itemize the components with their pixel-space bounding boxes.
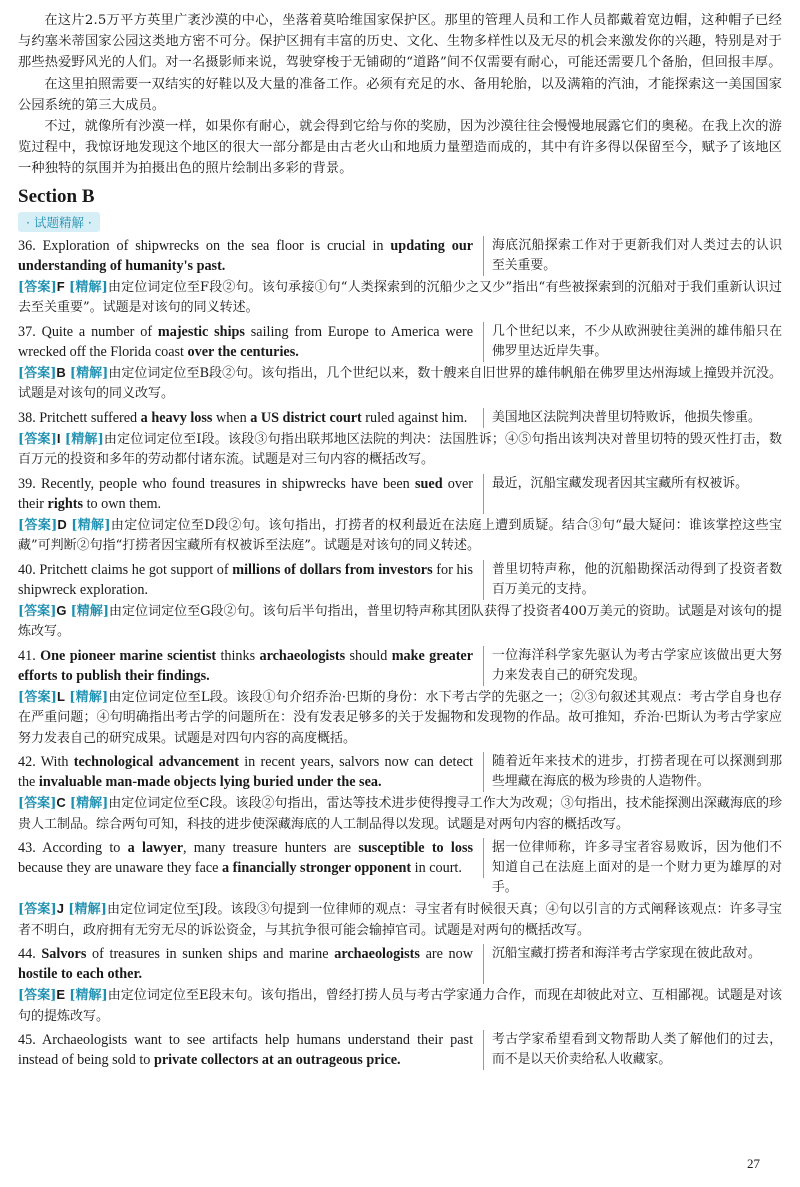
analysis-text: 由定位词定位至F段②句。该句承接①句“人类探索到的沉船少之又少”指出“有些被探索到的沉船对于我们重新认识过去至关重要”。试题是对该句的同义转述。 [18, 279, 782, 316]
question-number: 40. [18, 561, 36, 578]
question-number: 42. [18, 754, 36, 771]
analysis-tag: [精解] [69, 365, 109, 381]
section-badge: · 试题精解 · [18, 212, 100, 232]
question-english: Pritchett suffered a heavy loss when a US district court ruled against him. [39, 409, 468, 426]
answer-letter: D [57, 516, 67, 532]
question-english: One pioneer marine scientist thinks archaeologists should make greater efforts to publish their findings. [18, 647, 474, 684]
question-row [18, 1030, 782, 1070]
question-row [18, 560, 782, 600]
analysis-text: 由定位词定位至L段。该段①句介绍乔治·巴斯的身份：水下考古学的先驱之一；②③句叙述其观点：考古学自身也存在严重问题；④句明确指出考古学的问题所在：没有发表足够多的关于发掘物和发现物的作品。故可推知，乔治·巴斯认为考古学家应努力发表自己的研究成果。试题是对四句内容的高度概括。 [18, 689, 782, 746]
question-number: 39. [18, 475, 36, 492]
intro-paragraph: 在这里拍照需要一双结实的好鞋以及大量的准备工作。必须有充足的水、备用轮胎，以及满箱的汽油，才能探索这一美国国家公园系统的第三大成员。 [18, 76, 782, 113]
answer-tag: [答案] [18, 431, 57, 447]
question-english: Quite a number of majestic ships sailing from Europe to America were wrecked off the Florida coast over the centuries. [18, 323, 473, 360]
answer-letter: F [56, 278, 65, 294]
analysis-text: 由定位词定位至J段。该段③句提到一位律师的观点：寻宝者有时候很天真；④句以引言的方式阐释该观点：许多寻宝者不明白，政府拥有无穷无尽的诉讼资金，与其抗争很可能会输掉官司。试题是对两句的概括改写。 [18, 902, 782, 938]
question-english: Salvors of treasures in sunken ships and marine archaeologists are now hostile to each other. [18, 946, 473, 983]
question-item [18, 474, 782, 557]
question-english: Pritchett claims he got support of millions of dollars from investors for his shipwreck exploration. [18, 561, 474, 598]
analysis-tag: [精解] [69, 796, 109, 812]
question-row [18, 646, 782, 686]
question-translation: 考古学家希望看到文物帮助人类了解他们的过去，而不是以天价卖给私人收藏家。 [492, 1032, 782, 1068]
analysis-tag: [精解] [71, 517, 111, 533]
question-row [18, 838, 782, 898]
question-item [18, 322, 782, 405]
answer-analysis [18, 277, 782, 319]
analysis-text: 由定位词定位至C段。该段②句指出，雷达等技术进步使得搜寻工作大为改观；③句指出，技术能探测出深藏海底的珍贵人工制品。综合两句可知，科技的进步使深藏海底的人工制品得以发现。试题是对两句内容的概括改写。 [18, 796, 782, 832]
question-english: With technological advancement in recent years, salvors now can detect the invaluable man-made objects lying buried under the sea. [18, 754, 474, 791]
question-list [18, 236, 782, 1071]
question-statement [18, 752, 484, 792]
question-statement [18, 944, 484, 984]
question-statement [18, 474, 484, 514]
intro-passage [18, 10, 782, 180]
question-number: 44. [18, 946, 36, 963]
question-english: Exploration of shipwrecks on the sea floor is crucial in updating our understanding of humanity's past. [18, 237, 474, 274]
answer-analysis [18, 985, 782, 1027]
page-number: 27 [747, 1156, 760, 1171]
question-translation: 据一位律师称，许多寻宝者容易败诉，因为他们不知道自己在法庭上面对的是一个财力更为雄厚的对手。 [492, 840, 782, 896]
question-row [18, 752, 782, 792]
answer-tag: [答案] [18, 988, 57, 1004]
answer-tag: [答案] [18, 689, 57, 705]
question-english: According to a lawyer, many treasure hunters are susceptible to loss because they are unaware they face a financially stronger opponent in court. [18, 840, 473, 877]
answer-analysis [18, 429, 782, 471]
question-row [18, 944, 782, 984]
question-item [18, 944, 782, 1027]
question-translation: 几个世纪以来，不少从欧洲驶往美洲的雄伟船只在佛罗里达近岸失事。 [492, 323, 782, 359]
answer-tag: [答案] [18, 365, 57, 381]
analysis-text: 由定位词定位至D段②句。该句指出，打捞者的权利最近在法庭上遭到质疑。结合③句“最大疑问：谁该掌控这些宝藏”可判断②句指“打捞者因宝藏所有权被诉至法庭”。试题是对该句的同义转述。 [18, 517, 782, 554]
analysis-tag: [精解] [64, 431, 104, 447]
question-row [18, 236, 782, 276]
answer-tag: [答案] [18, 603, 57, 619]
answer-analysis [18, 687, 782, 750]
answer-tag: [答案] [18, 796, 57, 812]
question-number: 37. [18, 323, 36, 340]
question-english: Recently, people who found treasures in shipwrecks have been sued over their rights to own them. [18, 475, 474, 512]
question-statement [18, 1030, 484, 1070]
answer-analysis [18, 363, 782, 405]
question-number: 43. [18, 840, 36, 857]
question-translation: 随着近年来技术的进步，打捞者现在可以探测到那些埋藏在海底的极为珍贵的人造物件。 [492, 754, 782, 790]
question-statement [18, 646, 484, 686]
question-translation: 美国地区法院判决普里切特败诉，他损失惨重。 [492, 409, 761, 425]
question-statement [18, 408, 484, 428]
answer-letter: C [56, 795, 66, 811]
question-row [18, 408, 782, 428]
answer-tag: [答案] [18, 517, 58, 533]
intro-paragraph: 在这片2.5万平方英里广袤沙漠的中心，坐落着莫哈维国家保护区。那里的管理人员和工作人员都戴着宽边帽，这种帽子已经与约塞米蒂国家公园这类地方密不可分。保护区拥有丰富的历史、文化、生物多样性以及无尽的机会来激发你的兴趣，特别是对于那些热爱野风光的人们。对一名摄影师来说，驾驶穿梭于无铺砌的“道路”间不仅需要有耐心，可能还需要几个备胎，但回报丰厚。 [18, 13, 782, 71]
page-body [18, 10, 782, 1070]
analysis-tag: [精解] [69, 279, 108, 295]
analysis-tag: [精解] [69, 689, 109, 705]
analysis-text: 由定位词定位至G段②句。该句后半句指出，普里切特声称其团队获得了投资者400万美元的资助。试题是对该句的提炼改写。 [18, 603, 782, 640]
question-translation: 普里切特声称，他的沉船勘探活动得到了投资者数百万美元的支持。 [492, 561, 782, 597]
question-translation: 一位海洋科学家先驱认为考古学家应该做出更大努力来发表自己的研究发现。 [492, 647, 782, 683]
question-statement [18, 322, 484, 362]
answer-analysis [18, 793, 782, 835]
answer-letter: B [56, 364, 66, 380]
question-translation: 海底沉船探索工作对于更新我们对人类过去的认识至关重要。 [492, 237, 782, 273]
analysis-tag: [精解] [68, 902, 107, 918]
answer-analysis [18, 899, 782, 941]
analysis-text: 由定位词定位至E段末句。该句指出，曾经打捞人员与考古学家通力合作，而现在却彼此对立、互相鄙视。试题是对该句的提炼改写。 [18, 988, 782, 1024]
question-number: 45. [18, 1032, 36, 1049]
question-item [18, 408, 782, 471]
question-number: 38. [18, 409, 36, 426]
question-row [18, 322, 782, 362]
analysis-text: 由定位词定位至I段。该段③句指出联邦地区法院的判决：法国胜诉；④⑤句指出该判决对普里切特的毁灭性打击，数百万元的投资和多年的劳动都付诸东流。试题是对三句内容的概括改写。 [18, 431, 782, 468]
question-english: Archaeologists want to see artifacts help humans understand their past instead of being sold to private collectors at an outrageous price. [18, 1032, 474, 1069]
question-statement [18, 838, 484, 878]
section-title: Section B [18, 185, 95, 207]
question-statement [18, 560, 484, 600]
answer-letter: J [56, 901, 64, 917]
question-translation: 沉船宝藏打捞者和海洋考古学家现在彼此敌对。 [492, 946, 761, 962]
analysis-text: 由定位词定位至B段②句。该句指出，几个世纪以来，数十艘来自旧世界的雄伟帆船在佛罗里达州海域上撞毁并沉没。试题是对该句的同义改写。 [18, 365, 782, 402]
question-item [18, 646, 782, 750]
question-item [18, 560, 782, 643]
question-item [18, 752, 782, 835]
answer-letter: I [56, 430, 61, 446]
answer-tag: [答案] [18, 902, 57, 918]
analysis-tag: [精解] [70, 603, 109, 619]
answer-analysis [18, 515, 782, 557]
answer-tag: [答案] [18, 279, 57, 295]
analysis-tag: [精解] [69, 988, 108, 1004]
question-row [18, 474, 782, 514]
question-number: 41. [18, 647, 36, 664]
question-item [18, 838, 782, 941]
question-item [18, 1030, 782, 1070]
intro-paragraph: 不过，就像所有沙漠一样，如果你有耐心，就会得到它给与你的奖励，因为沙漠往往会慢慢地展露它们的奥秘。在我上次的游览过程中，我惊讶地发现这个地区的很大一部分都是由古老火山和地质力量塑造而成的，其中有许多得以保留至今，赋予了该地区一种独特的氛围并为拍摄出色的照片绘制出多彩的背景。 [18, 119, 782, 177]
question-number: 36. [18, 237, 36, 254]
question-statement [18, 236, 484, 276]
answer-analysis [18, 601, 782, 643]
answer-letter: E [56, 987, 66, 1003]
answer-letter: L [56, 688, 65, 704]
question-translation: 最近，沉船宝藏发现者因其宝藏所有权被诉。 [492, 475, 748, 491]
answer-letter: G [56, 602, 67, 618]
question-item [18, 236, 782, 319]
